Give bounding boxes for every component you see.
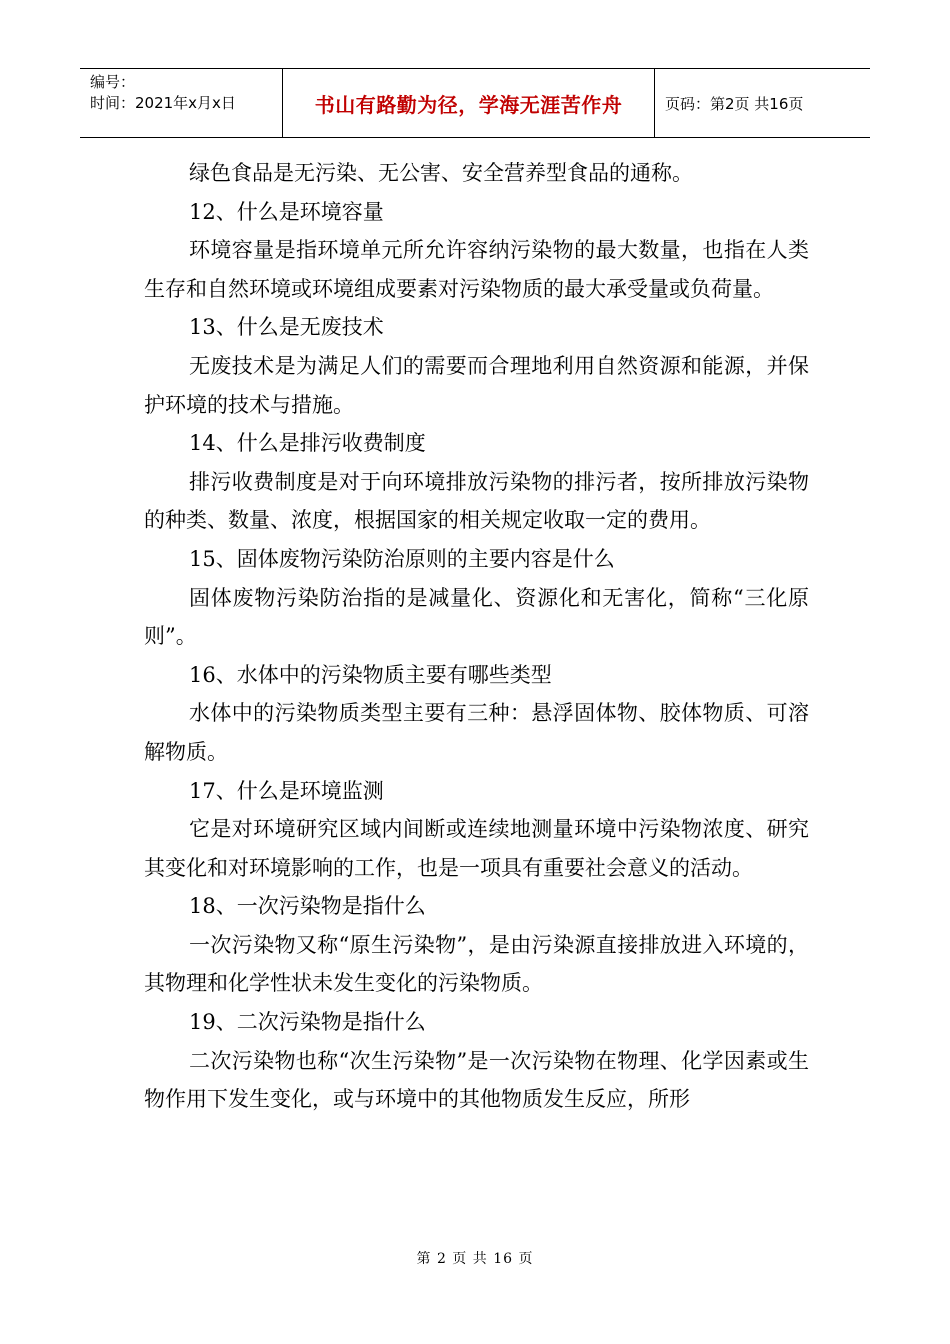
paragraph: 排污收费制度是对于向环境排放污染物的排污者，按所排放污染物的种类、数量、浓度，根据国家的相关规定收取一定的费用。 <box>144 469 809 533</box>
question-heading: 12、什么是环境容量 <box>189 199 384 224</box>
paragraph: 一次污染物又称“原生污染物”，是由污染源直接排放进入环境的，其物理和化学性状未发生变化的污染物质。 <box>144 932 809 996</box>
question-heading: 13、什么是无废技术 <box>189 315 384 340</box>
question-heading: 17、什么是环境监测 <box>189 778 384 803</box>
document-body <box>144 154 809 1119</box>
header-page-info: 页码：第2页 共16页 <box>665 94 804 113</box>
paragraph: 固体废物污染防治指的是减量化、资源化和无害化，简称“三化原则”。 <box>144 585 809 649</box>
paragraph: 绿色食品是无污染、无公害、安全营养型食品的通称。 <box>189 161 693 185</box>
paragraph: 二次污染物也称“次生污染物”是一次污染物在物理、化学因素或生物作用下发生变化，或与环境中的其他物质发生反应，所形 <box>144 1048 809 1112</box>
paragraph: 无废技术是为满足人们的需要而合理地利用自然资源和能源，并保护环境的技术与措施。 <box>144 353 809 417</box>
question-heading: 19、二次污染物是指什么 <box>189 1010 426 1035</box>
paragraph: 水体中的污染物质类型主要有三种：悬浮固体物、胶体物质、可溶解物质。 <box>144 701 809 764</box>
question-heading: 18、一次污染物是指什么 <box>189 894 426 919</box>
question-heading: 16、水体中的污染物质主要有哪些类型 <box>189 662 552 687</box>
time-label: 时间：2021年x月x日 <box>90 94 236 112</box>
number-label: 编号： <box>90 73 136 91</box>
header-meta <box>80 69 283 137</box>
question-heading: 15、固体废物污染防治原则的主要内容是什么 <box>189 546 615 571</box>
page-footer: 第 2 页 共 16 页 <box>416 1251 534 1267</box>
paragraph: 环境容量是指环境单元所允许容纳污染物的最大数量，也指在人类生存和自然环境或环境组成要素对污染物质的最大承受量或负荷量。 <box>144 238 809 301</box>
paragraph: 它是对环境研究区域内间断或连续地测量环境中污染物浓度、研究其变化和对环境影响的工作，也是一项具有重要社会意义的活动。 <box>144 817 809 880</box>
question-heading: 14、什么是排污收费制度 <box>189 431 426 456</box>
page-header <box>80 68 870 138</box>
header-motto: 书山有路勤为径，学海无涯苦作舟 <box>283 69 655 137</box>
